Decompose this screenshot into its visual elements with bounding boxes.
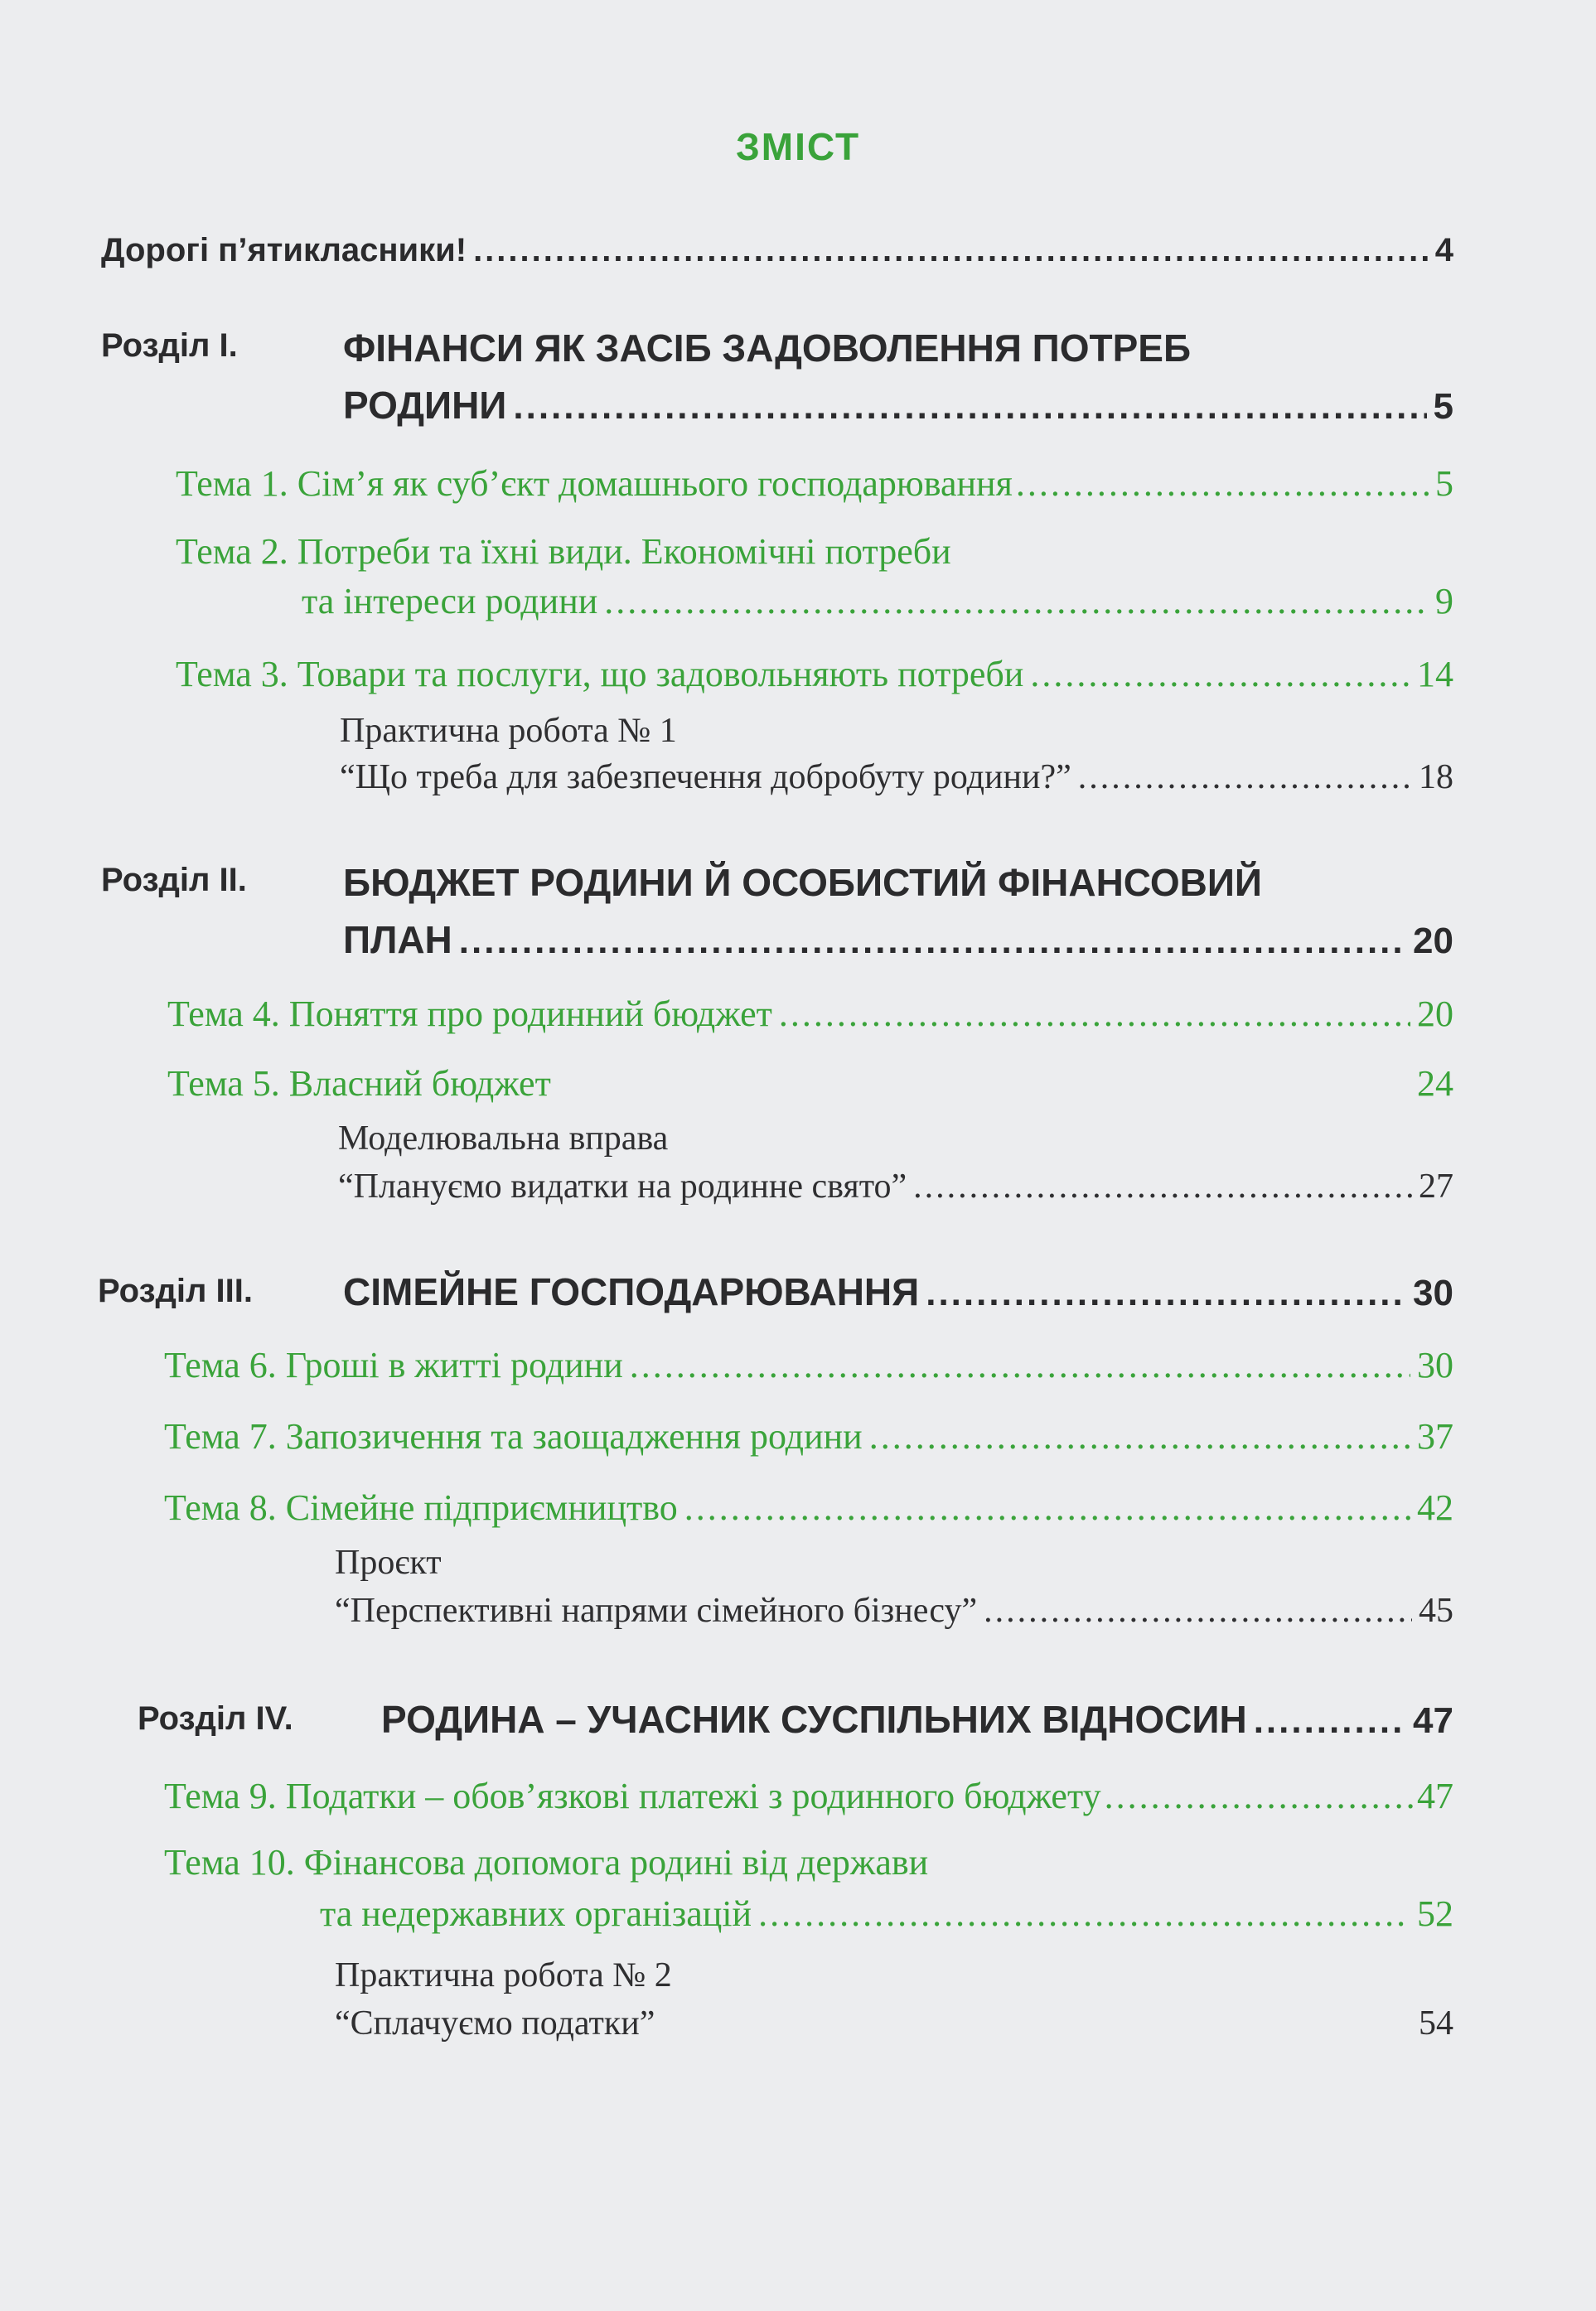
page-number: 14 [1417,654,1453,694]
section-title-3: СІМЕЙНЕ ГОСПОДАРЮВАННЯ [343,1270,920,1313]
work-1-line1: Практична робота № 1 [340,712,677,750]
toc-entry-topic-5[interactable] [167,1062,1453,1105]
toc-entry-intro[interactable] [101,232,1453,269]
page-number: 20 [1413,921,1453,961]
topic-text: Тема 7. Запозичення та заощадження родини [164,1416,863,1457]
page-number: 42 [1417,1487,1453,1528]
toc-entry-work-1[interactable] [340,757,1453,797]
page-number: 5 [1433,386,1453,427]
page-number: 47 [1417,1776,1453,1816]
dot-leader [869,1415,1410,1458]
dot-leader [1016,462,1432,505]
toc-entry-topic-6[interactable] [164,1344,1453,1386]
toc-entry-topic-10[interactable] [320,1893,1453,1935]
dot-leader [459,921,1406,962]
dot-leader [758,1893,1410,1935]
dot-leader [473,232,1429,269]
dot-leader [779,993,1410,1035]
dot-leader [926,1273,1406,1314]
page-number: 52 [1417,1893,1453,1934]
toc-entry-topic-1[interactable] [176,462,1453,505]
dot-leader [1030,653,1410,695]
toc-title: ЗМІСТ [735,125,861,168]
dot-leader [984,1591,1412,1631]
page-number: 37 [1417,1416,1453,1457]
page-number: 9 [1435,581,1453,621]
work-text: “Що треба для забезпечення добробуту родини?” [340,758,1071,796]
topic-text: Тема 5. Власний бюджет [167,1063,551,1104]
toc-entry-section-1[interactable] [343,383,1453,428]
dot-leader [630,1344,1410,1386]
topic-text: та інтереси родини [302,581,598,621]
page-number: 27 [1419,1168,1453,1206]
page-number: 30 [1413,1273,1453,1313]
dot-leader [1105,1775,1414,1817]
section-title-1-cont: РОДИНИ [343,384,507,427]
page-number: 54 [1419,2004,1453,2043]
topic-2-line1: Тема 2. Потреби та їхні види. Економічні потреби [176,531,951,572]
topic-text: Тема 6. Гроші в житті родини [164,1345,623,1385]
work-text: “Сплачуємо податки” [335,2004,655,2043]
page-number: 5 [1435,463,1453,504]
section-label-1: Розділ І. [101,327,238,364]
section-title-1: ФІНАНСИ ЯК ЗАСІБ ЗАДОВОЛЕННЯ ПОТРЕБ [343,326,1192,370]
dot-leader [513,386,1426,428]
toc-entry-section-3[interactable] [343,1269,1453,1314]
page-number: 45 [1419,1592,1453,1630]
topic-text: Тема 4. Поняття про родинний бюджет [167,994,772,1034]
work-text: “Перспективні напрями сімейного бізнесу” [335,1592,978,1630]
toc-entry-work-4[interactable] [335,2004,1453,2043]
topic-text: Тема 9. Податки – обов’язкові платежі з родинного бюджету [164,1776,1101,1816]
toc-entry-topic-9[interactable] [164,1775,1453,1817]
page-number: 30 [1417,1345,1453,1385]
dot-leader [1078,757,1412,797]
topic-text: Тема 3. Товари та послуги, що задовольняють потреби [176,654,1024,694]
page-number: 18 [1419,758,1453,796]
topic-text: та недержавних організацій [320,1893,752,1934]
toc-entry-topic-2[interactable] [302,580,1453,622]
work-text: “Плануємо видатки на родинне свято” [338,1168,907,1206]
toc-entry-work-3[interactable] [335,1591,1453,1631]
section-label-2: Розділ ІІ. [101,862,247,898]
dot-leader [1254,1700,1406,1742]
section-title-4: РОДИНА – УЧАСНИК СУСПІЛЬНИХ ВІДНОСИН [381,1698,1247,1741]
toc-entry-topic-3[interactable] [176,653,1453,695]
work-2-line1: Моделювальна вправа [338,1119,669,1158]
page-number: 4 [1434,232,1453,268]
topic-text: Тема 8. Сімейне підприємництво [164,1487,678,1528]
work-3-line1: Проєкт [335,1544,442,1582]
section-title-2: БЮДЖЕТ РОДИНИ Й ОСОБИСТИЙ ФІНАНСОВИЙ [343,861,1262,904]
toc-entry-section-4[interactable] [381,1697,1453,1742]
page-number: 20 [1417,994,1453,1034]
section-label-4: Розділ IV. [138,1700,293,1737]
section-label-3: Розділ ІІІ. [98,1273,253,1309]
toc-entry-topic-4[interactable] [167,993,1453,1035]
toc-entry-topic-7[interactable] [164,1415,1453,1458]
topic-10-line1: Тема 10. Фінансова допомога родині від держави [164,1842,929,1883]
dot-leader [684,1487,1410,1529]
page-number: 47 [1413,1700,1453,1741]
section-title-2-cont: ПЛАН [343,918,452,961]
work-4-line1: Практична робота № 2 [335,1956,672,1994]
toc-entry-work-2[interactable] [338,1167,1453,1206]
toc-entry-topic-8[interactable] [164,1487,1453,1529]
dot-leader [913,1167,1412,1206]
toc-entry-section-2[interactable] [343,917,1453,962]
page-number: 24 [1417,1063,1453,1104]
dot-leader [604,580,1429,622]
topic-text: Тема 1. Сім’я як суб’єкт домашнього господарювання [176,463,1013,504]
intro-text: Дорогі п’ятикласники! [101,232,467,268]
